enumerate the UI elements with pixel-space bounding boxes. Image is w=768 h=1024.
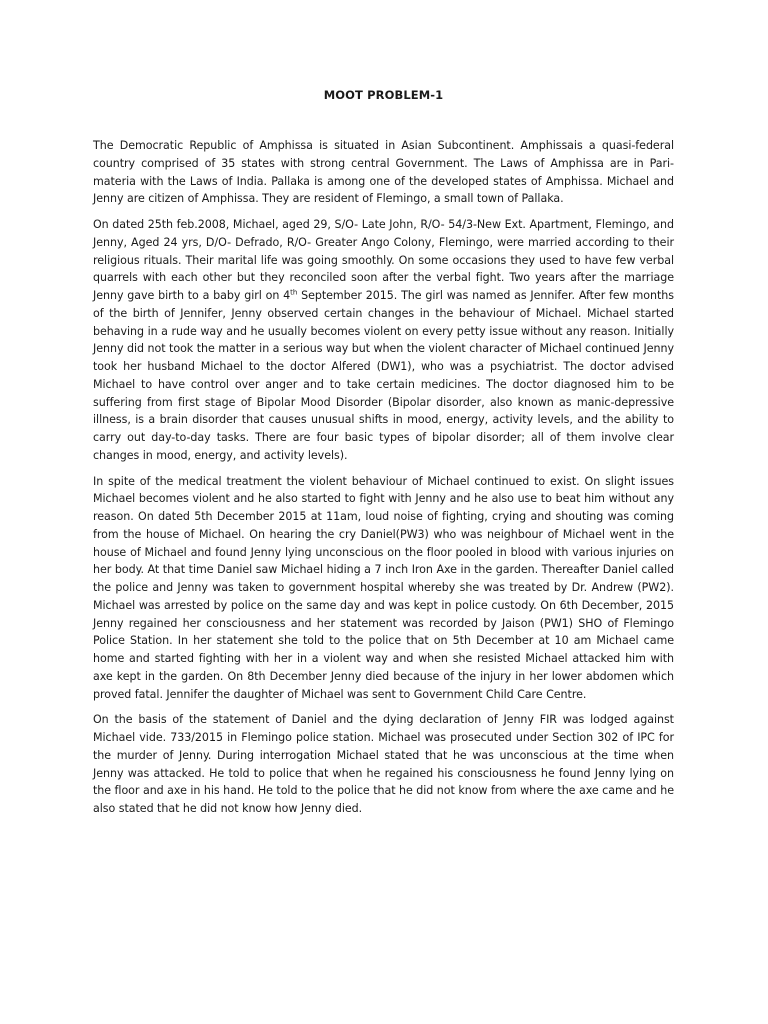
document-title: MOOT PROBLEM-1 [323, 88, 444, 102]
paragraph-marriage [93, 216, 674, 465]
paragraph-marriage-text-b: September 2015. The girl was named as Jennifer. After few months of the birth of Jennifer, Jenny observed certain changes in the behaviour of Michael. Michael started behaving in a rude way and he usually becomes violent on every petty issue without any reason. Initially Jenny did not took the matter in a serious way but when the violent character of Michael continued Jenny took her husband Michael to the doctor Alfered (DW1), who was a psychiatrist. The doctor advised Michael to have control over anger and to take certain medicines. The doctor diagnosed him to be suffering from first stage of Bipolar Mood Disorder (Bipolar disorder, also known as manic-depressive illness, is a brain disorder that causes unusual shifts in mood, energy, activity levels, and the ability to carry out day-to-day tasks. There are four basic types of bipolar disorder; all of them involve clear changes in mood, energy, and activity levels). [93, 289, 674, 462]
paragraph-incident: In spite of the medical treatment the violent behaviour of Michael continued to exist. On slight issues Michael becomes violent and he also started to fight with Jenny and he also use to beat him without any reason. On dated 5th December 2015 at 11am, loud noise of fighting, crying and shouting was coming from the house of Michael. On hearing the cry Daniel(PW3) who was neighbour of Michael went in the house of Michael and found Jenny lying unconscious on the floor pooled in blood with various injuries on her body. At that time Daniel saw Michael hiding a 7 inch Iron Axe in the garden. Thereafter Daniel called the police and Jenny was taken to government hospital whereby she was treated by Dr. Andrew (PW2). Michael was arrested by police on the same day and was kept in police custody. On 6th December, 2015 Jenny regained her consciousness and her statement was recorded by Jaison (PW1) SHO of Flemingo Police Station. In her statement she told to the police that on 5th December at 10 am Michael came home and started fighting with her in a violent way and when she resisted Michael attacked him with axe kept in the garden. On 8th December Jenny died because of the injury in her lower abdomen which proved fatal. Jennifer the daughter of Michael was sent to Government Child Care Centre. [93, 474, 674, 701]
ordinal-superscript: th [290, 288, 298, 297]
paragraph-marriage-text-a: On dated 25th feb.2008, Michael, aged 29, S/O- Late John, R/O- 54/3-New Ext. Apartment, Flemingo, and Jenny, Aged 24 yrs, D/O- Defrado, R/O- Greater Ango Colony, Flemingo, were married according to their religious rituals. Their marital life was going smoothly. On some occasions they used to have few verbal quarrels with each other but they reconciled soon after the verbal fight. Two years after the marriage Jenny gave birth to a baby girl on 4 [93, 218, 674, 302]
paragraph-intro: The Democratic Republic of Amphissa is situated in Asian Subcontinent. Amphissais a quasi-federal country comprised of 35 states with strong central Government. The Laws of Amphissa are in Pari-materia with the Laws of India. Pallaka is among one of the developed states of Amphissa. Michael and Jenny are citizen of Amphissa. They are resident of Flemingo, a small town of Pallaka. [93, 139, 674, 206]
document-page [93, 86, 674, 826]
paragraph-prosecution: On the basis of the statement of Daniel and the dying declaration of Jenny FIR was lodged against Michael vide. 733/2015 in Flemingo police station. Michael was prosecuted under Section 302 of IPC for the murder of Jenny. During interrogation Michael stated that he was unconscious at the time when Jenny was attacked. He told to police that when he regained his consciousness he found Jenny lying on the floor and axe in his hand. He told to the police that he did not know from where the axe came and he also stated that he did not know how Jenny died. [93, 713, 674, 815]
